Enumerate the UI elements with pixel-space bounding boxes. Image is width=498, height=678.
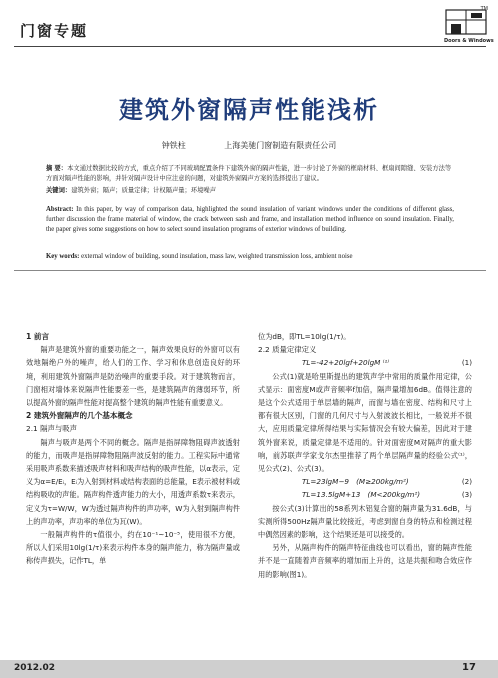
keywords-en xyxy=(46,252,454,262)
paragraph: 一般隔声构件的τ值很小，约在10⁻¹~10⁻⁵，使用很不方便，所以人们采用10lg(1/τ)来表示构件本身的隔声能力，称为隔声量或称传声损失，记作TL，单 xyxy=(26,530,240,566)
page-number: 17 xyxy=(462,662,476,673)
section-heading: 1 前言 xyxy=(26,332,50,341)
formula-number: (1) xyxy=(461,358,472,368)
abstract-en-text: In this paper, by way of comparison data, highlighted the sound insulation of variant windows under the conditions of different glass, further discussion the frame material of window, the crack between sash and frame, and installation method influence on sound insulation. Finally, the paper gives some suggestions on how to select sound insulation programs of exterior windows of building. xyxy=(46,206,454,233)
trademark-mark: TM xyxy=(480,6,488,12)
keywords-en-label: Key words: xyxy=(46,253,80,260)
subsection-heading: 2.1 隔声与吸声 xyxy=(26,424,78,434)
keywords-cn-text: 建筑外窗；隔声；质量定律；计权隔声量；环境噪声 xyxy=(71,187,217,194)
formula-expression: TL=13.5lgM+13 (M<200kg/m²) xyxy=(302,490,421,500)
column-tag: 门窗专题 xyxy=(20,22,89,40)
keywords-cn xyxy=(46,186,454,196)
article-title: 建筑外窗隔声性能浅析 xyxy=(119,96,379,124)
footer-bar xyxy=(0,660,498,678)
author-name: 钟铁柱 xyxy=(161,141,186,150)
formula-expression: TL=-42+20lgf+20lgM ⁽¹⁾ xyxy=(302,358,390,368)
byline xyxy=(0,140,498,151)
subsection-heading: 2.2 质量定律定义 xyxy=(258,345,317,355)
abstract-cn-text: 本文通过数据比较的方式，重点介绍了不同玻璃配置条件下建筑外窗的隔声性能，进一步讨论了外窗的框扇材料、框扇间隙缝、安装方法等方面对隔声性能的影响，并针对隔声设计中应注意的问题，对建筑外窗隔声方案的选择提出了建议。 xyxy=(46,165,452,182)
author-affiliation: 上海美驰门窗制造有限责任公司 xyxy=(224,141,337,150)
formula-expression: TL=23lgM−9 (M≥200kg/m²) xyxy=(302,477,409,487)
formula-number: (2) xyxy=(461,477,472,487)
abstract-cn-label: 摘 要： xyxy=(46,165,68,172)
abstract-divider xyxy=(14,270,486,271)
doors-windows-logo xyxy=(444,6,494,44)
paragraph: 按公式(3)计算出的58系列木铝复合窗的隔声量为31.6dB，与实测所得500Hz隔声量比较接近，考虑到窗自身的特点和检测过程中偶然因素的影响，这个结果还是可以接受的。 xyxy=(258,503,472,540)
issue-date: 2012.02 xyxy=(14,663,55,673)
header-divider xyxy=(14,46,486,47)
keywords-cn-label: 关键词： xyxy=(46,187,72,194)
body-column-left xyxy=(26,330,240,568)
paragraph: 隔声与吸声是两个不同的概念。隔声是指屏障物阻碍声波透射的能力，而吸声是指屏障物阻隔声波反射的能力。工程实际中通常采用吸声系数来描述吸声材料和吸声结构的吸声性能，以α表示，定义为α=E/Eᵢ，Eᵢ为入射到材料或结构表面的总能量，E表示被材料或结构吸收的声能。隔声构件透声能力的大小，用透声系数τ来表示，定义为τ=W/W，W为透过隔声构件的声功率，W为入射到隔声构件上的声功率，声功率的单位为瓦(W)。 xyxy=(26,437,240,526)
section-heading: 2 建筑外窗隔声的几个基本概念 xyxy=(26,411,133,421)
abstract-cn xyxy=(46,164,454,184)
body-column-right xyxy=(258,330,472,581)
formula-number: (3) xyxy=(461,490,472,500)
paragraph: 位为dB，即TL=10lg(1/τ)。 xyxy=(258,332,351,341)
abstract-en xyxy=(46,205,454,235)
keywords-en-text: external window of building, sound insulation, mass law, weighted transmission loss, ambient noise xyxy=(81,253,353,260)
paragraph: 隔声是建筑外窗的重要功能之一，隔声效果良好的外窗可以有效地隔绝户外的噪声，给人们的工作、学习和休息创造良好的环境，利用建筑外窗隔声是防治噪声的重要手段。对于建筑物而言，门窗相对墙体来说隔声性能要差一些，是建筑隔声的薄弱环节，所以提高外窗的隔声性能对提高整个建筑的隔声性能有重要意义。 xyxy=(26,345,240,408)
formula xyxy=(258,488,472,501)
formula xyxy=(258,356,472,369)
logo-text: Doors & Windows xyxy=(444,38,494,44)
formula xyxy=(258,475,472,488)
paragraph: 公式(1)就是哈里斯提出的建筑声学中常用的质量作用定律，公式显示：面密度M或声音频率f加倍，隔声量增加6dB。值得注意的是这个公式适用于单层墙的隔声，而窗与墙在密度、结构和尺寸上都有很大区别，门窗的几何尺寸与入射波波长相比，一般说并不很大，应用质量定律所得结果与实际情况会有较大偏差，因此对于建筑外窗来说，质量定律是不适用的。针对面密度M对隔声的重大影响，前苏联声学家戈尔杰里推荐了两个单层隔声量的经验公式⁽¹⁾，见公式(2)、公式(3)。 xyxy=(258,371,472,474)
abstract-en-label: Abstract: xyxy=(46,206,74,213)
paragraph: 另外，从隔声构件的隔声特征曲线也可以看出，窗的隔声性能并不是一直随着声音频率的增加而上升的，这是共振和吻合效应作用的影响(图1)。 xyxy=(258,543,472,579)
